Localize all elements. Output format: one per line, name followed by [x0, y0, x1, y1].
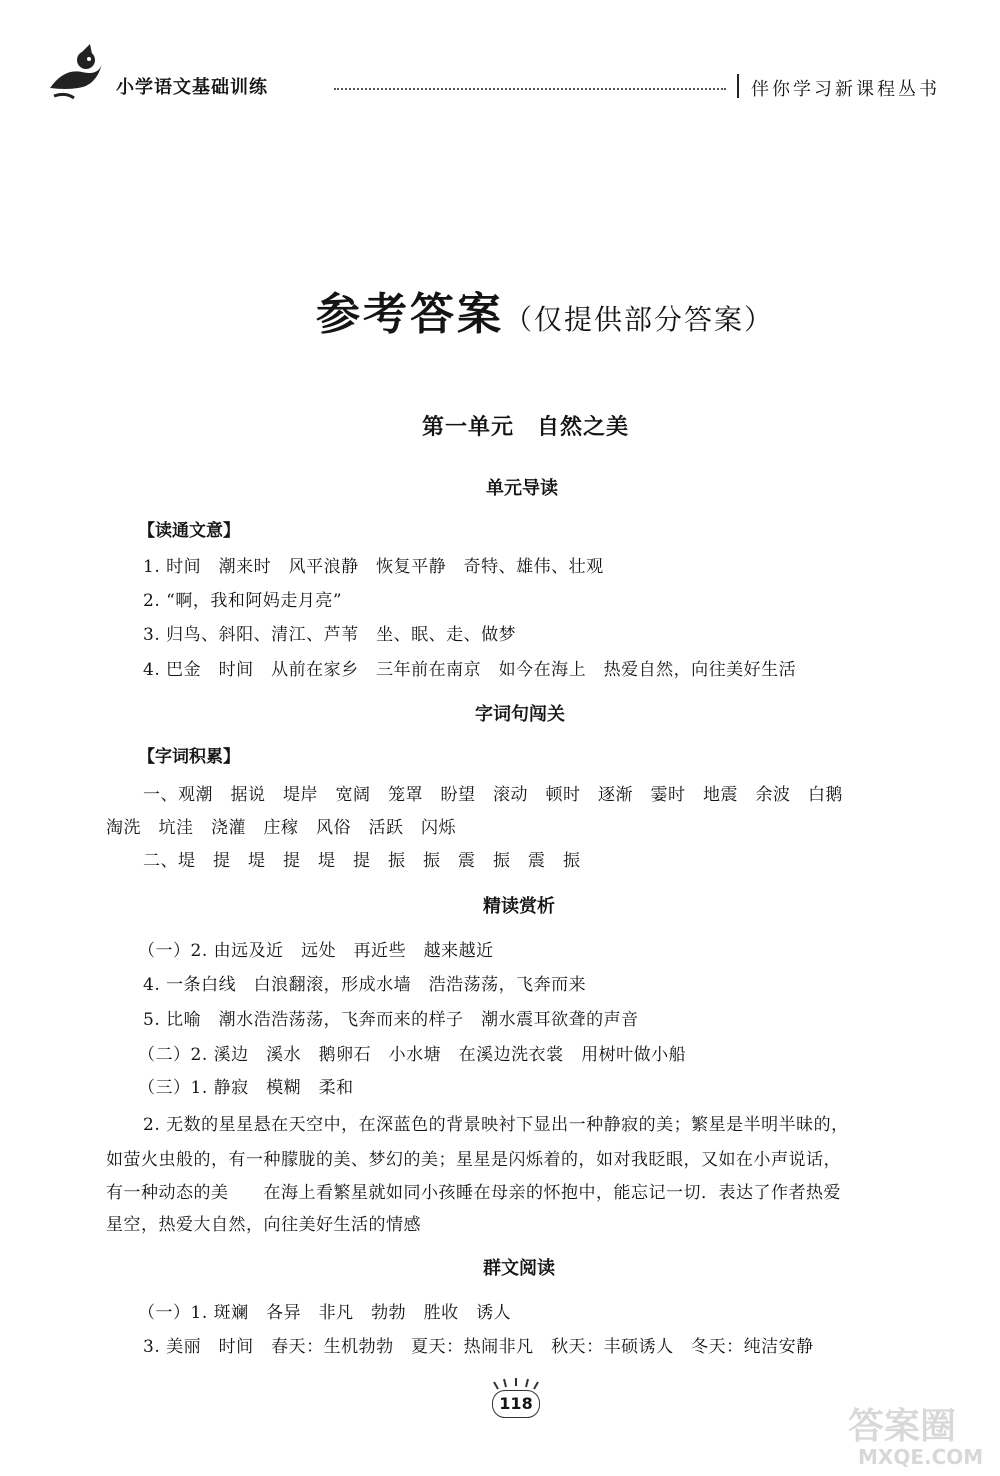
page-number: 118: [492, 1390, 540, 1418]
subsection-tag: 【字词积累】: [138, 747, 240, 767]
answer-line: 二、堤 提 堤 提 堤 提 振 振 震 振 震 振: [143, 851, 581, 871]
header-divider-dots: [334, 88, 726, 90]
answer-line: 1. 时间 潮来时 风平浪静 恢复平静 奇特、雄伟、壮观: [143, 557, 604, 577]
series-title: 伴你学习新课程丛书: [751, 79, 940, 100]
answer-line: （一）1. 斑斓 各异 非凡 勃勃 胜收 诱人: [138, 1303, 512, 1323]
section-heading: 单元导读: [486, 478, 558, 499]
answer-line: 3. 美丽 时间 春天：生机勃勃 夏天：热闹非凡 秋天：丰硕诱人 冬天：纯洁安静: [143, 1337, 814, 1357]
unit-heading: 第一单元 自然之美: [422, 415, 630, 440]
answer-line: （三）1. 静寂 模糊 柔和: [138, 1078, 354, 1098]
answer-line: 2. “啊，我和阿妈走月亮”: [143, 591, 343, 611]
answer-line: 淘洗 坑洼 浇灌 庄稼 风俗 活跃 闪烁: [106, 818, 456, 838]
answer-line: 一、观潮 据说 堤岸 宽阔 笼罩 盼望 滚动 顿时 逐渐 霎时 地震 余波 白鹅: [143, 785, 843, 805]
section-heading: 群文阅读: [483, 1258, 555, 1279]
section-heading: 精读赏析: [483, 896, 555, 917]
header-divider-bar: [737, 74, 739, 98]
page-title-main: 参考答案: [316, 289, 504, 340]
page-title: [316, 278, 774, 342]
answer-line: 3. 归鸟、斜阳、清江、芦苇 坐、眠、走、做梦: [143, 625, 517, 645]
answer-line: 5. 比喻 潮水浩浩荡荡，飞奔而来的样子 潮水震耳欲聋的声音: [143, 1010, 639, 1030]
subsection-tag: 【读通文意】: [138, 521, 240, 541]
mascot-logo: [44, 42, 110, 104]
answer-line: 如萤火虫般的，有一种朦胧的美、梦幻的美；星星是闪烁着的，如对我眨眼，又如在小声说话，: [106, 1150, 841, 1170]
section-heading: 字词句闯关: [475, 704, 565, 725]
answer-line: 2. 无数的星星悬在天空中，在深蓝色的背景映衬下显出一种静寂的美；繁星是半明半昧的，: [143, 1115, 849, 1135]
page-number-badge: [484, 1382, 548, 1422]
book-title: 小学语文基础训练: [116, 77, 268, 98]
watermark-logo: [844, 1398, 992, 1470]
sunburst-icon: [484, 1378, 548, 1390]
answer-line: （一）2. 由远及近 远处 再近些 越来越近: [138, 941, 494, 961]
answer-line: 4. 巴金 时间 从前在家乡 三年前在南京 如今在海上 热爱自然，向往美好生活: [143, 660, 797, 680]
answer-line: （二）2. 溪边 溪水 鹅卵石 小水塘 在溪边洗衣裳 用树叶做小船: [138, 1045, 687, 1065]
answer-line: 星空，热爱大自然，向往美好生活的情感: [106, 1215, 421, 1235]
watermark-text: 答案圈: [848, 1406, 957, 1447]
answer-line: 有一种动态的美 在海上看繁星就如同小孩睡在母亲的怀抱中，能忘记一切．表达了作者热爱: [106, 1183, 841, 1203]
page-title-sub: （仅提供部分答案）: [504, 303, 775, 336]
answer-line: 4. 一条白线 白浪翻滚，形成水墙 浩浩荡荡，飞奔而来: [143, 975, 587, 995]
watermark-url: MXQE.COM: [858, 1445, 984, 1469]
